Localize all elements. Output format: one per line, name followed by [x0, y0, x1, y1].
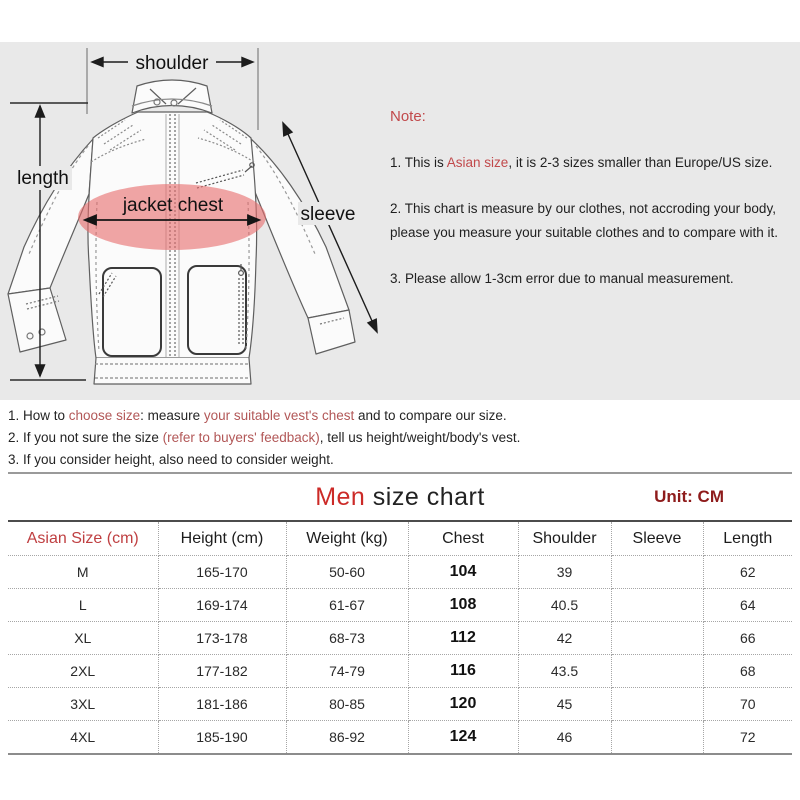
text-segment: your suitable vest's chest [203, 408, 355, 423]
table-header-row [8, 522, 792, 556]
cell: L [8, 589, 158, 622]
note-item-1 [390, 151, 796, 175]
cell: 120 [408, 688, 518, 721]
cell: 124 [408, 721, 518, 755]
text-segment: 3. If you consider height, also need to consider weight. [8, 452, 334, 467]
cell: 42 [518, 622, 611, 655]
cell: 40.5 [518, 589, 611, 622]
column-header-sleeve: Sleeve [611, 522, 703, 556]
text-segment: choose size [68, 408, 141, 423]
length-label: length [17, 168, 69, 189]
cell: 169-174 [158, 589, 286, 622]
column-header-asian-size-cm: Asian Size (cm) [8, 522, 158, 556]
cell: 116 [408, 655, 518, 688]
cell: 62 [703, 556, 792, 589]
cell: XL [8, 622, 158, 655]
cell: 50-60 [286, 556, 408, 589]
note-item-2 [390, 197, 796, 245]
text-segment: Asian size [446, 155, 509, 170]
table-row-4xl [8, 721, 792, 755]
text-segment: and to compare our size. [354, 408, 507, 423]
cell [611, 622, 703, 655]
text-segment: : measure [140, 408, 204, 423]
size-table-section [8, 472, 792, 755]
cell: 165-170 [158, 556, 286, 589]
text-segment: 3. Please allow 1-3cm error due to manual measurement. [390, 271, 734, 286]
text-segment: 1. How to [8, 408, 69, 423]
cell: 70 [703, 688, 792, 721]
cell: 86-92 [286, 721, 408, 755]
tip-2 [8, 427, 792, 449]
tip-1 [8, 405, 792, 427]
note-section [390, 108, 796, 313]
tips-section [8, 405, 792, 471]
cell: 66 [703, 622, 792, 655]
cell: 177-182 [158, 655, 286, 688]
column-header-height-cm: Height (cm) [158, 522, 286, 556]
cell: M [8, 556, 158, 589]
column-header-weight-kg: Weight (kg) [286, 522, 408, 556]
jacket-measurement-diagram [0, 42, 390, 400]
table-title-rest: size chart [365, 483, 485, 511]
cell [611, 655, 703, 688]
cell: 108 [408, 589, 518, 622]
jacket-chest-label: jacket chest [122, 195, 224, 216]
table-row-m [8, 556, 792, 589]
text-segment: 2. This chart is measure by our clothes, not accroding your body, please you measure your suitable clothes and to compare with it. [390, 201, 778, 240]
cell: 72 [739, 729, 756, 745]
cell: 112 [408, 622, 518, 655]
cell [611, 556, 703, 589]
cell: 173-178 [158, 622, 286, 655]
chest-highlight [78, 184, 266, 250]
cell [611, 688, 703, 721]
table-row-2xl [8, 655, 792, 688]
cell [611, 721, 703, 755]
cell: 68-73 [286, 622, 408, 655]
cell: 185-190 [158, 721, 286, 755]
text-segment: , it is 2-3 sizes smaller than Europe/US size. [508, 155, 773, 170]
text-segment: (refer to buyers' feedback) [162, 430, 320, 445]
cell: 80-85 [286, 688, 408, 721]
size-table [8, 522, 792, 755]
cell: 46 [518, 721, 611, 755]
shoulder-label: shoulder [135, 53, 209, 74]
unit-label: Unit: CM [654, 487, 724, 506]
text-segment: , tell us height/weight/body's vest. [319, 430, 521, 445]
sleeve-label: sleeve [300, 204, 356, 225]
cell: 61-67 [286, 589, 408, 622]
table-title-row [8, 472, 792, 522]
tip-3 [8, 449, 792, 471]
column-header-chest: Chest [408, 522, 518, 556]
table-row-3xl [8, 688, 792, 721]
text-segment: 2. If you not sure the size [8, 430, 163, 445]
table-title [315, 483, 485, 511]
cell: 181-186 [158, 688, 286, 721]
cell: 64 [703, 589, 792, 622]
text-segment: 1. This is [390, 155, 447, 170]
cell: 3XL [8, 688, 158, 721]
cell: 43.5 [518, 655, 611, 688]
column-header-length: Length [703, 522, 792, 556]
table-row-l [8, 589, 792, 622]
cell: 68 [703, 655, 792, 688]
cell [611, 589, 703, 622]
column-header-shoulder: Shoulder [518, 522, 611, 556]
note-heading: Note: [390, 108, 426, 125]
cell: 2XL [8, 655, 158, 688]
cell: 74-79 [286, 655, 408, 688]
table-title-red-part: Men [315, 483, 366, 511]
table-row-xl [8, 622, 792, 655]
note-item-3 [390, 267, 796, 291]
cell: 39 [518, 556, 611, 589]
cell: 104 [408, 556, 518, 589]
cell: 4XL [8, 721, 158, 755]
cell: 45 [518, 688, 611, 721]
